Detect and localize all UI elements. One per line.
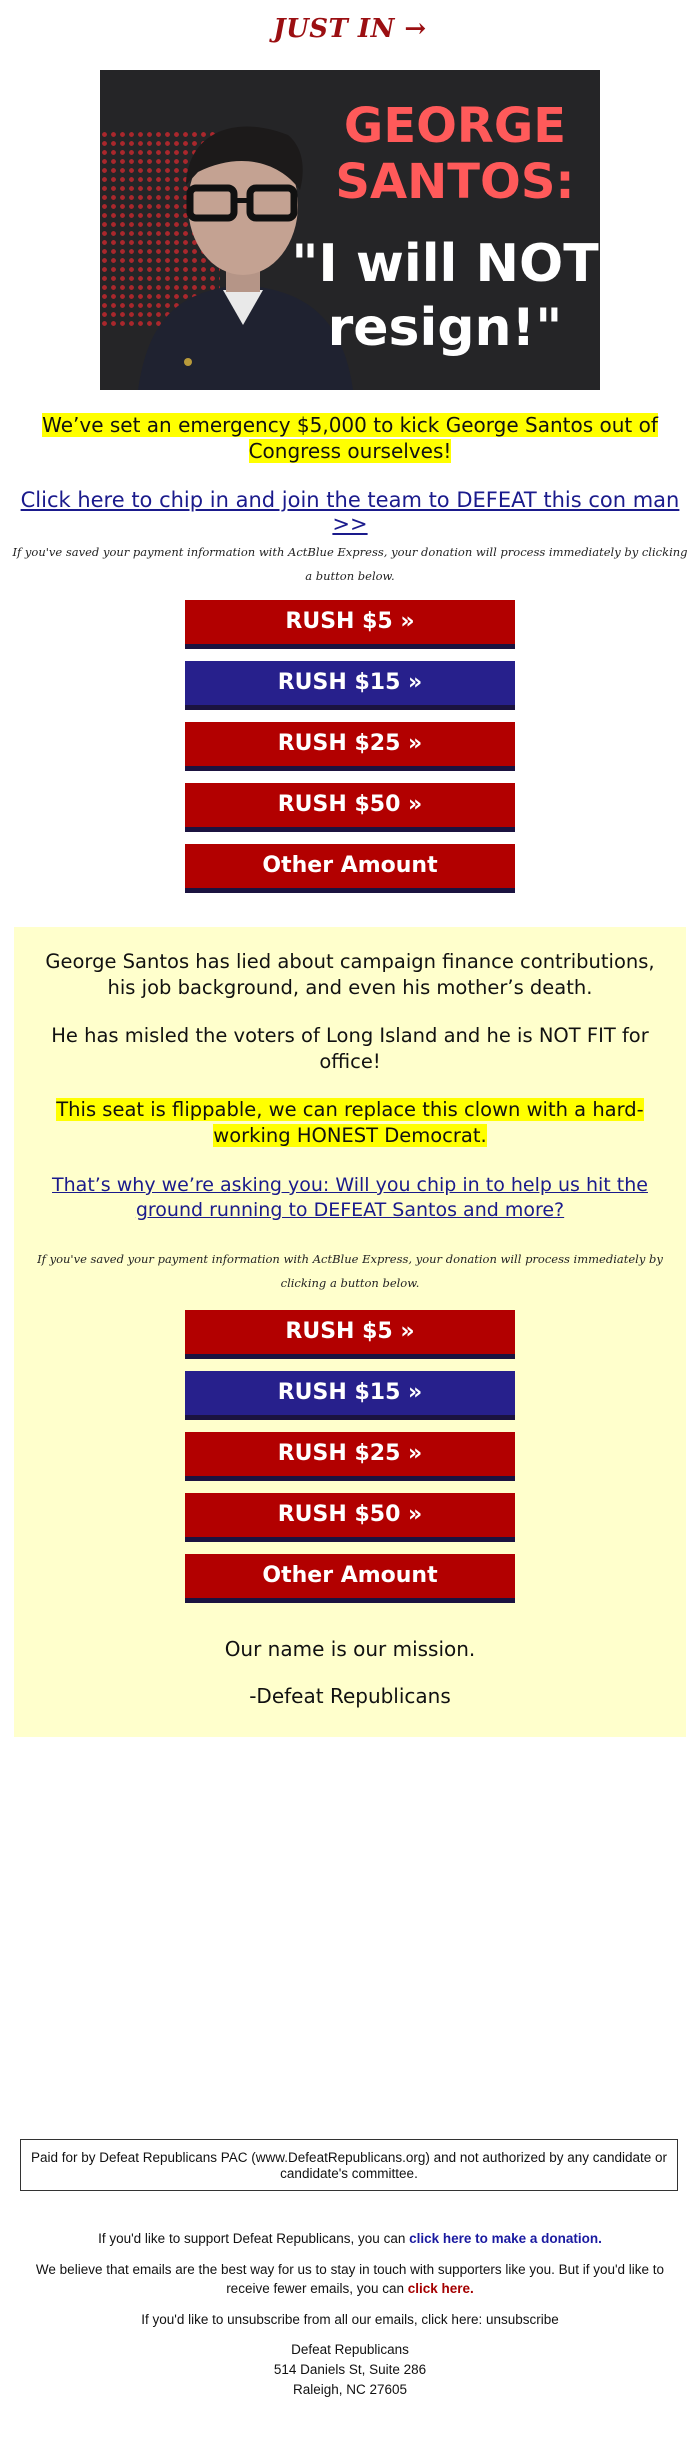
- flippable-highlight: This seat is flippable, we can replace this clown with a hard-working HONEST Democrat.: [56, 1098, 644, 1147]
- body-paragraph-not-fit: He has misled the voters of Long Island and he is NOT FIT for office!: [51, 1024, 649, 1073]
- ask-link[interactable]: That’s why we’re asking you: Will you chip in to help us hit the ground running to DEFEAT Santos and more?: [52, 1174, 648, 1221]
- hero-image[interactable]: [100, 70, 600, 390]
- rush-15-button-2[interactable]: RUSH $15 »: [185, 1371, 515, 1420]
- hero-headline-red: GEORGE SANTOS:: [335, 98, 575, 210]
- donation-link[interactable]: click here to make a donation.: [409, 2231, 602, 2246]
- fewer-emails-text: We believe that emails are the best way for us to stay in touch with supporters like you. But if you'd like to receive fewer emails, you can: [35, 2262, 665, 2296]
- unsubscribe-line: [20, 2310, 680, 2329]
- unsubscribe-text: If you'd like to unsubscribe from all our emails, click here:: [141, 2312, 486, 2327]
- rush-25-button[interactable]: RUSH $25 »: [185, 722, 515, 771]
- support-line: [20, 2229, 680, 2248]
- fewer-emails-link[interactable]: click here.: [407, 2281, 474, 2296]
- goal-highlight: We’ve set an emergency $5,000 to kick George Santos out of Congress ourselves!: [42, 413, 658, 463]
- chip-in-link[interactable]: Click here to chip in and join the team to DEFEAT this con man >>: [20, 488, 680, 536]
- message-panel: [14, 927, 686, 1737]
- mission-text: Our name is our mission.: [224, 1637, 476, 1661]
- body-paragraph-flippable: [44, 1097, 656, 1149]
- other-amount-button-2[interactable]: Other Amount: [185, 1554, 515, 1603]
- org-name: Defeat Republicans: [291, 2342, 409, 2357]
- rush-5-button-2[interactable]: RUSH $5 »: [185, 1310, 515, 1359]
- address-line-1: 514 Daniels St, Suite 286: [273, 2362, 427, 2377]
- actblue-express-note: If you've saved your payment information with ActBlue Express, your donation will process immediately by clicking a button below.: [12, 545, 688, 583]
- actblue-express-note-2: If you've saved your payment information with ActBlue Express, your donation will process immediately by clicking a button below.: [37, 1252, 663, 1290]
- support-text: If you'd like to support Defeat Republicans, you can: [98, 2231, 410, 2246]
- unsubscribe-link[interactable]: unsubscribe: [485, 2312, 559, 2327]
- address-line-2: Raleigh, NC 27605: [292, 2382, 408, 2397]
- rush-25-button-2[interactable]: RUSH $25 »: [185, 1432, 515, 1481]
- rush-5-button[interactable]: RUSH $5 »: [185, 600, 515, 649]
- body-paragraph-lies: George Santos has lied about campaign finance contributions, his job background, and even his mother’s death.: [45, 950, 655, 999]
- paid-for-disclaimer: Paid for by Defeat Republicans PAC (www.DefeatRepublicans.org) and not authorized by any candidate or candidate's committee.: [20, 2139, 678, 2191]
- signoff-text: -Defeat Republicans: [249, 1684, 451, 1708]
- rush-50-button[interactable]: RUSH $50 »: [185, 783, 515, 832]
- goal-text: [40, 412, 660, 464]
- fewer-emails-line: [20, 2260, 680, 2298]
- just-in-heading: JUST IN →: [273, 14, 427, 44]
- rush-15-button[interactable]: RUSH $15 »: [185, 661, 515, 710]
- rush-50-button-2[interactable]: RUSH $50 »: [185, 1493, 515, 1542]
- hero-headline-white: "I will NOT resign!": [291, 234, 599, 358]
- other-amount-button[interactable]: Other Amount: [185, 844, 515, 893]
